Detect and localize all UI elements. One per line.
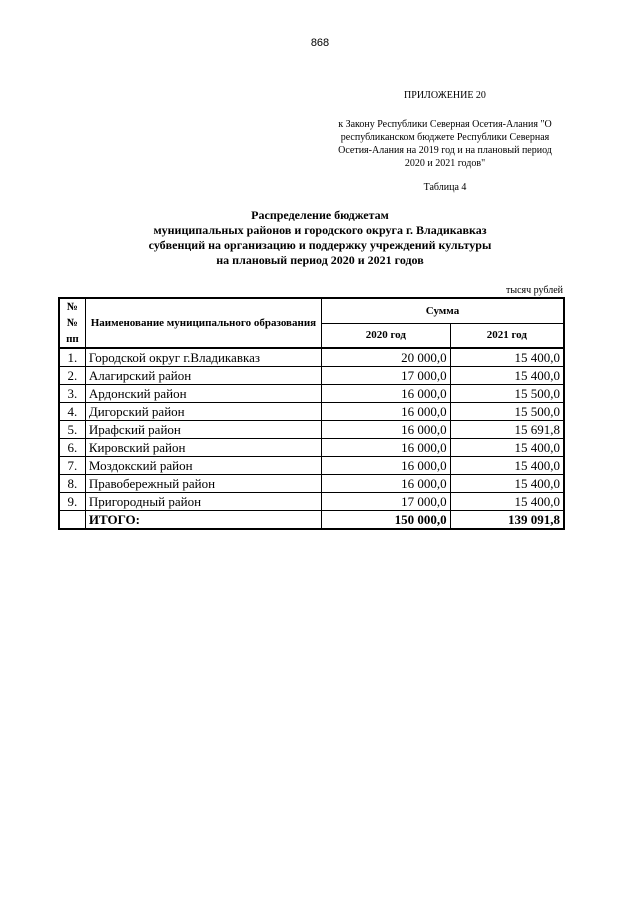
unit-label: тысяч рублей [505,285,563,296]
row-number: 2. [59,367,85,385]
row-value-2021: 15 400,0 [450,348,564,367]
row-value-2020: 17 000,0 [322,493,451,511]
row-value-2021: 15 500,0 [450,403,564,421]
row-value-2021: 15 400,0 [450,367,564,385]
row-name: Алагирский район [85,367,321,385]
row-name: Моздокский район [85,457,321,475]
row-value-2021: 15 400,0 [450,493,564,511]
row-value-2020: 16 000,0 [322,439,451,457]
row-value-2020: 20 000,0 [322,348,451,367]
table-row [59,475,564,493]
table-label: Таблица 4 [423,182,467,193]
row-value-2021: 15 400,0 [450,475,564,493]
title-line: на плановый период 2020 и 2021 годов [216,253,424,267]
row-value-2020: 16 000,0 [322,403,451,421]
table-row [59,421,564,439]
table-row [59,493,564,511]
row-name: Правобережный район [85,475,321,493]
title-line: Распределение бюджетам [251,208,389,222]
row-value-2021: 15 691,8 [450,421,564,439]
row-value-2020: 17 000,0 [322,367,451,385]
appendix-reference: к Закону Республики Северная Осетия-Алания "О республиканском бюджете Республики Северная Осетия-Алания на 2019 год и на плановый период 2020 и 2021 годов" [338,119,552,169]
header-sum: Сумма [322,298,565,323]
row-value-2020: 16 000,0 [322,457,451,475]
row-number: 5. [59,421,85,439]
row-name: Городской округ г.Владикавказ [85,348,321,367]
total-value-2021: 139 091,8 [450,511,564,530]
row-number: 4. [59,403,85,421]
row-value-2020: 16 000,0 [322,421,451,439]
row-number: 1. [59,348,85,367]
header-number: №№ пп [59,298,85,348]
header-year-2021: 2021 год [450,323,564,348]
row-number: 3. [59,385,85,403]
document-title [0,208,640,268]
table-row [59,385,564,403]
table-row [59,457,564,475]
table-row [59,348,564,367]
row-value-2020: 16 000,0 [322,475,451,493]
row-number: 9. [59,493,85,511]
appendix-title: ПРИЛОЖЕНИЕ 20 [404,90,486,101]
table-row [59,367,564,385]
row-value-2021: 15 500,0 [450,385,564,403]
row-name: Ардонский район [85,385,321,403]
header-name: Наименование муниципального образования [85,298,321,348]
row-value-2020: 16 000,0 [322,385,451,403]
header-year-2020: 2020 год [322,323,451,348]
title-line: субвенций на организацию и поддержку учреждений культуры [148,238,492,252]
title-line: муниципальных районов и городского округа г. Владикавказ [153,223,487,237]
row-name: Ирафский район [85,421,321,439]
row-value-2021: 15 400,0 [450,439,564,457]
total-label: ИТОГО: [85,511,321,530]
row-name: Дигорский район [85,403,321,421]
row-number: 7. [59,457,85,475]
row-number: 8. [59,475,85,493]
total-value-2020: 150 000,0 [322,511,451,530]
row-value-2021: 15 400,0 [450,457,564,475]
total-number [59,511,85,530]
page-number: 868 [310,37,330,49]
row-number: 6. [59,439,85,457]
subvention-table [58,297,565,530]
row-name: Кировский район [85,439,321,457]
row-name: Пригородный район [85,493,321,511]
total-row [59,511,564,530]
table-row [59,439,564,457]
table-row [59,403,564,421]
